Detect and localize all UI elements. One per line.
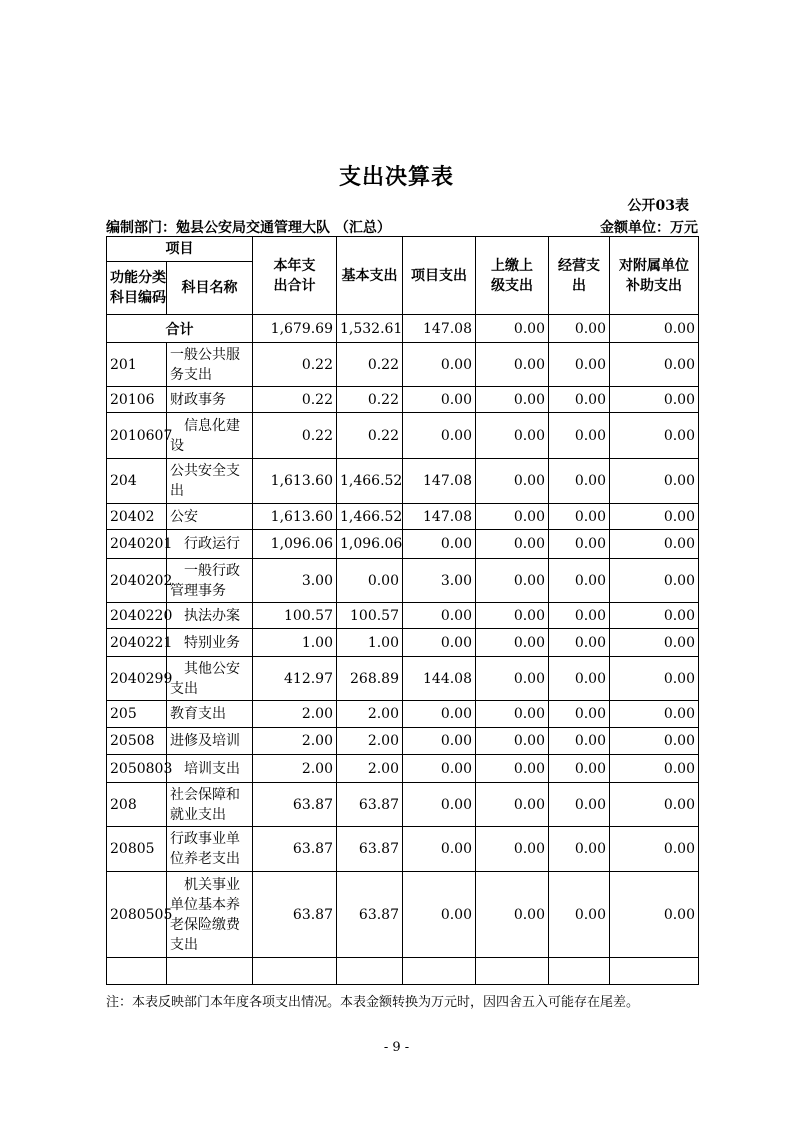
row-name: 公安 [167, 504, 253, 530]
table-row [107, 783, 699, 827]
header-total: 本年支出合计 [253, 237, 337, 315]
row-value: 1,466.52 [337, 459, 403, 504]
row-value: 0.22 [253, 387, 337, 413]
empty-cell [549, 958, 610, 985]
row-code: 205 [107, 701, 167, 728]
row-value: 0.00 [403, 343, 476, 387]
row-value: 0.00 [549, 629, 610, 657]
row-value: 0.00 [610, 459, 699, 504]
table-row [107, 603, 699, 629]
table-row [107, 530, 699, 559]
row-value: 0.00 [549, 459, 610, 504]
form-number: 公开03表 [627, 198, 689, 214]
row-value: 0.00 [476, 872, 549, 958]
row-value: 0.00 [610, 387, 699, 413]
total-row [107, 315, 699, 343]
row-code: 2010607 [107, 413, 167, 459]
row-name: 行政运行 [167, 530, 253, 559]
row-value: 0.00 [549, 530, 610, 559]
row-value: 0.00 [549, 387, 610, 413]
unit-label: 金额单位：万元 [600, 220, 698, 236]
header-business: 经营支出 [549, 237, 610, 315]
total-value: 1,679.69 [253, 315, 337, 343]
row-name: 执法办案 [167, 603, 253, 629]
row-value: 63.87 [337, 783, 403, 827]
row-value: 0.00 [476, 728, 549, 755]
row-code: 20106 [107, 387, 167, 413]
row-value: 63.87 [253, 827, 337, 872]
row-name: 教育支出 [167, 701, 253, 728]
empty-cell [253, 958, 337, 985]
row-value: 0.00 [610, 827, 699, 872]
row-code: 20508 [107, 728, 167, 755]
row-value: 1,613.60 [253, 459, 337, 504]
table-row [107, 459, 699, 504]
page-title: 支出决算表 [338, 164, 454, 190]
row-value: 0.00 [403, 530, 476, 559]
row-value: 63.87 [253, 783, 337, 827]
row-value: 2.00 [337, 728, 403, 755]
row-value: 1,096.06 [253, 530, 337, 559]
row-code: 2040202 [107, 559, 167, 603]
row-value: 0.00 [403, 603, 476, 629]
expenditure-table [106, 236, 699, 985]
empty-cell [476, 958, 549, 985]
row-value: 0.22 [253, 343, 337, 387]
row-value: 0.00 [610, 728, 699, 755]
header-upper: 上缴上级支出 [476, 237, 549, 315]
row-value: 1,466.52 [337, 504, 403, 530]
row-value: 0.00 [403, 629, 476, 657]
table-row [107, 413, 699, 459]
row-value: 268.89 [337, 657, 403, 701]
row-value: 1,096.06 [337, 530, 403, 559]
table-row [107, 872, 699, 958]
row-name: 公共安全支出 [167, 459, 253, 504]
row-name: 财政事务 [167, 387, 253, 413]
row-code: 20805 [107, 827, 167, 872]
row-value: 2.00 [337, 701, 403, 728]
row-value: 0.00 [476, 504, 549, 530]
empty-cell [167, 958, 253, 985]
header-project: 项目支出 [403, 237, 476, 315]
row-value: 63.87 [337, 872, 403, 958]
row-value: 0.00 [610, 413, 699, 459]
row-value: 0.00 [610, 657, 699, 701]
row-value: 0.00 [610, 783, 699, 827]
row-value: 0.00 [610, 504, 699, 530]
row-value: 0.00 [337, 559, 403, 603]
row-value: 0.00 [610, 629, 699, 657]
page-number: - 9 - [383, 1040, 410, 1055]
row-value: 0.00 [549, 728, 610, 755]
row-value: 0.00 [549, 504, 610, 530]
table-row [107, 343, 699, 387]
header-basic: 基本支出 [337, 237, 403, 315]
row-value: 412.97 [253, 657, 337, 701]
row-value: 144.08 [403, 657, 476, 701]
row-value: 63.87 [253, 872, 337, 958]
table-row [107, 728, 699, 755]
row-value: 0.22 [337, 343, 403, 387]
row-value: 0.00 [403, 783, 476, 827]
row-value: 0.00 [549, 755, 610, 783]
row-value: 1.00 [253, 629, 337, 657]
row-value: 0.00 [476, 603, 549, 629]
row-value: 0.00 [476, 530, 549, 559]
row-code: 2040221 [107, 629, 167, 657]
row-code: 20402 [107, 504, 167, 530]
row-value: 0.00 [476, 657, 549, 701]
empty-cell [403, 958, 476, 985]
row-value: 2.00 [253, 755, 337, 783]
row-value: 1.00 [337, 629, 403, 657]
row-value: 0.00 [476, 413, 549, 459]
row-value: 147.08 [403, 504, 476, 530]
row-value: 0.00 [610, 701, 699, 728]
row-code: 2050803 [107, 755, 167, 783]
row-value: 0.00 [610, 343, 699, 387]
row-value: 0.00 [610, 603, 699, 629]
row-code: 2040220 [107, 603, 167, 629]
row-code: 2040201 [107, 530, 167, 559]
header-item: 项目 [107, 237, 253, 262]
row-value: 0.00 [549, 827, 610, 872]
empty-cell [337, 958, 403, 985]
row-value: 0.00 [610, 530, 699, 559]
row-value: 0.00 [476, 343, 549, 387]
row-name: 一般行政管理事务 [167, 559, 253, 603]
row-value: 0.00 [549, 343, 610, 387]
table-row [107, 755, 699, 783]
row-value: 0.00 [549, 872, 610, 958]
row-code: 2080505 [107, 872, 167, 958]
header-subsidy: 对附属单位补助支出 [610, 237, 699, 315]
row-value: 2.00 [253, 728, 337, 755]
empty-cell [610, 958, 699, 985]
row-value: 0.00 [549, 413, 610, 459]
row-value: 0.00 [549, 603, 610, 629]
row-value: 2.00 [253, 701, 337, 728]
row-value: 0.00 [403, 755, 476, 783]
table-row [107, 701, 699, 728]
table-row [107, 559, 699, 603]
row-value: 3.00 [253, 559, 337, 603]
row-value: 1,613.60 [253, 504, 337, 530]
row-value: 0.00 [476, 629, 549, 657]
row-value: 0.00 [549, 701, 610, 728]
row-code: 204 [107, 459, 167, 504]
header-subject-name: 科目名称 [167, 262, 253, 315]
row-value: 0.00 [476, 827, 549, 872]
row-value: 0.00 [403, 701, 476, 728]
row-value: 0.00 [549, 559, 610, 603]
row-value: 0.00 [549, 657, 610, 701]
row-value: 100.57 [337, 603, 403, 629]
row-value: 0.00 [476, 387, 549, 413]
row-value: 0.00 [403, 413, 476, 459]
row-value: 0.00 [476, 755, 549, 783]
row-value: 3.00 [403, 559, 476, 603]
department-label: 编制部门：勉县公安局交通管理大队 （汇总） [106, 220, 391, 236]
meta-line [106, 217, 698, 235]
row-value: 0.22 [253, 413, 337, 459]
footnote: 注：本表反映部门本年度各项支出情况。本表金额转换为万元时，因四舍五入可能存在尾差。 [106, 995, 640, 1010]
row-value: 147.08 [403, 459, 476, 504]
header-func-code: 功能分类科目编码 [107, 262, 167, 315]
table-row [107, 387, 699, 413]
row-value: 2.00 [337, 755, 403, 783]
row-code: 2040299 [107, 657, 167, 701]
row-value: 0.00 [476, 701, 549, 728]
table-row [107, 629, 699, 657]
row-name: 机关事业单位基本养老保险缴费支出 [167, 872, 253, 958]
row-value: 0.00 [403, 387, 476, 413]
total-value: 0.00 [610, 315, 699, 343]
total-value: 0.00 [476, 315, 549, 343]
row-value: 0.00 [610, 872, 699, 958]
row-name: 一般公共服务支出 [167, 343, 253, 387]
row-name: 培训支出 [167, 755, 253, 783]
row-value: 0.00 [549, 783, 610, 827]
row-value: 0.00 [610, 559, 699, 603]
row-code: 208 [107, 783, 167, 827]
table-row [107, 827, 699, 872]
row-name: 信息化建设 [167, 413, 253, 459]
empty-cell [107, 958, 167, 985]
row-value: 0.00 [476, 783, 549, 827]
row-value: 0.22 [337, 413, 403, 459]
row-code: 201 [107, 343, 167, 387]
row-value: 0.00 [403, 827, 476, 872]
total-value: 0.00 [549, 315, 610, 343]
row-name: 特别业务 [167, 629, 253, 657]
row-name: 其他公安支出 [167, 657, 253, 701]
row-value: 0.00 [476, 559, 549, 603]
total-label: 合计 [107, 315, 253, 343]
row-value: 0.22 [337, 387, 403, 413]
row-value: 0.00 [403, 872, 476, 958]
total-value: 147.08 [403, 315, 476, 343]
row-name: 社会保障和就业支出 [167, 783, 253, 827]
row-value: 100.57 [253, 603, 337, 629]
row-name: 进修及培训 [167, 728, 253, 755]
table-row [107, 657, 699, 701]
row-name: 行政事业单位养老支出 [167, 827, 253, 872]
total-value: 1,532.61 [337, 315, 403, 343]
row-value: 0.00 [476, 459, 549, 504]
table-row [107, 504, 699, 530]
empty-row [107, 958, 699, 985]
row-value: 0.00 [403, 728, 476, 755]
row-value: 63.87 [337, 827, 403, 872]
row-value: 0.00 [610, 755, 699, 783]
